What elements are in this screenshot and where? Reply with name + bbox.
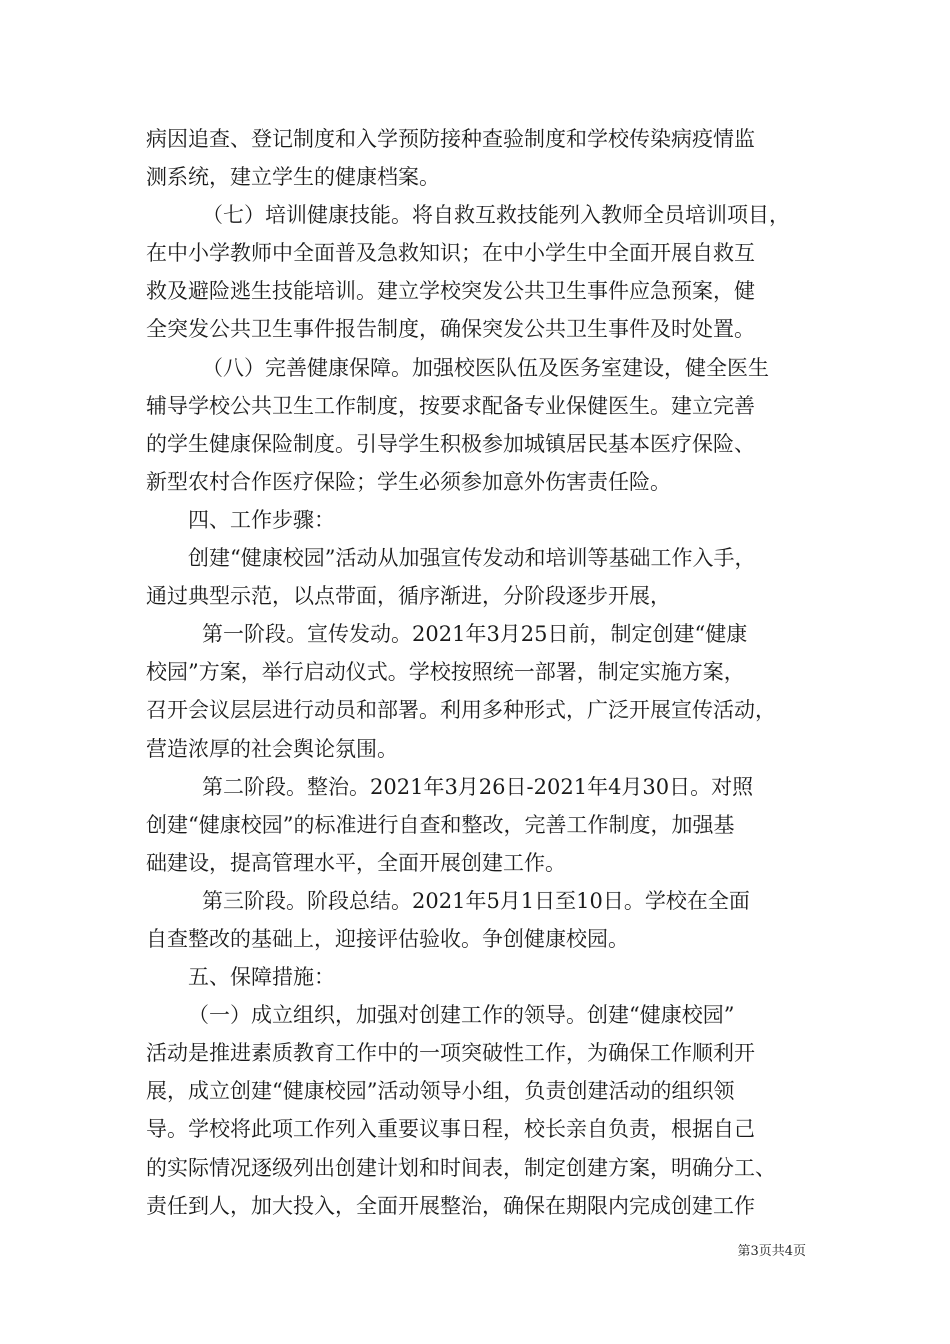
- text-line: 新型农村合作医疗保险；学生必须参加意外伤害责任险。: [146, 469, 671, 494]
- text-line: 四、工作步骤：: [188, 507, 335, 532]
- text-line: 创建“健康校园”的标准进行自查和整改，完善工作制度，加强基: [146, 812, 735, 837]
- text-line: （一）成立组织，加强对创建工作的领导。创建“健康校园”: [188, 1003, 735, 1028]
- text-line: （八）完善健康保障。加强校医队伍及医务室建设，健全医生: [202, 355, 769, 380]
- text-line: 活动是推进素质教育工作中的一项突破性工作，为确保工作顺利开: [146, 1041, 755, 1066]
- text-line: 责任到人，加大投入，全面开展整治，确保在期限内完成创建工作: [146, 1193, 755, 1218]
- text-line: 营造浓厚的社会舆论氛围。: [146, 736, 398, 761]
- text-line: 的实际情况逐级列出创建计划和时间表，制定创建方案，明确分工、: [146, 1155, 776, 1180]
- text-line: 校园”方案，举行启动仪式。学校按照统一部署，制定实施方案，: [146, 660, 745, 685]
- text-line: 创建“健康校园”活动从加强宣传发动和培训等基础工作入手，: [188, 546, 756, 571]
- text-line: 五、保障措施：: [188, 965, 335, 990]
- text-line: 病因追查、登记制度和入学预防接种查验制度和学校传染病疫情监: [146, 127, 755, 151]
- text-line: 救及避险逃生技能培训。建立学校突发公共卫生事件应急预案，健: [146, 279, 755, 304]
- text-line: 在中小学教师中全面普及急救知识；在中小学生中全面开展自救互: [146, 241, 755, 266]
- text-line: 第一阶段。宣传发动。2021年3月25日前，制定创建“健康: [202, 622, 748, 647]
- text-line: 测系统，建立学生的健康档案。: [146, 165, 440, 190]
- text-line: 召开会议层层进行动员和部署。利用多种形式，广泛开展宣传活动，: [146, 698, 776, 723]
- page-number-footer: 第3页共4页: [737, 1244, 806, 1259]
- text-line: 的学生健康保险制度。引导学生积极参加城镇居民基本医疗保险、: [146, 431, 755, 456]
- text-line: 展，成立创建“健康校园”活动领导小组，负责创建活动的组织领: [146, 1079, 735, 1104]
- text-line: （七）培训健康技能。将自救互救技能列入教师全员培训项目，: [202, 203, 790, 228]
- text-line: 自查整改的基础上，迎接评估验收。争创健康校园。: [146, 926, 629, 951]
- text-line: 辅导学校公共卫生工作制度，按要求配备专业保健医生。建立完善: [146, 393, 755, 418]
- text-line: 础建设，提高管理水平，全面开展创建工作。: [146, 850, 566, 875]
- text-line: 导。学校将此项工作列入重要议事日程，校长亲自负责，根据自己: [146, 1117, 755, 1142]
- text-line: 全突发公共卫生事件报告制度，确保突发公共卫生事件及时处置。: [146, 317, 755, 342]
- text-line: 第三阶段。阶段总结。2021年5月1日至10日。学校在全面: [202, 888, 750, 913]
- document-body: [146, 120, 810, 1225]
- text-line: 第二阶段。整治。2021年3月26日-2021年4月30日。对照: [202, 774, 754, 799]
- text-line: 通过典型示范，以点带面，循序渐进，分阶段逐步开展，: [146, 584, 671, 609]
